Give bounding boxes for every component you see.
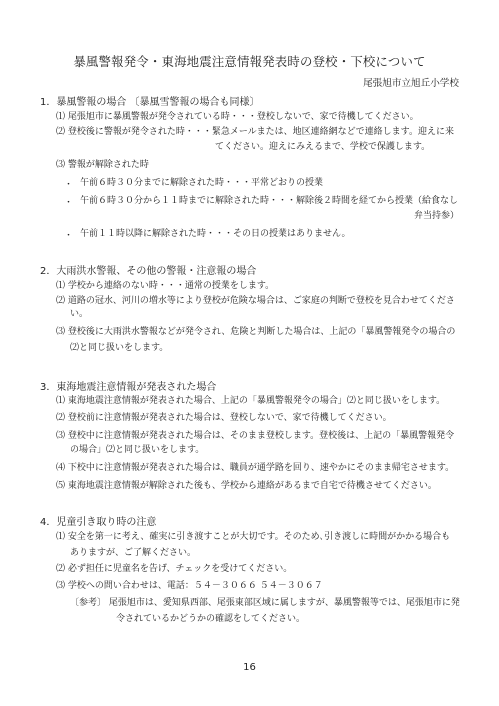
school-name: 尾張旭市立旭丘小学校 xyxy=(363,78,459,89)
section-1-bullet-2-line-2: 弁当持参） xyxy=(414,211,460,221)
section-2-item-2-line-1: ⑵ 道路の冠水、河川の増水等により登校が危険な場合は、ご家庭の判断で登校を見合わせてくださ xyxy=(56,296,455,306)
section-1-item-3: ⑶ 警報が解除された時 xyxy=(56,160,149,170)
section-2-heading: 2．大雨洪水警報、その他の警報・注意報の場合 xyxy=(40,266,257,277)
section-4-item-3: ⑶ 学校への問い合わせは、電話：５４－３０６６ ５４－３０６７ xyxy=(56,581,323,591)
section-3-heading: 3．東海地震注意情報が発表された場合 xyxy=(40,382,217,393)
section-1-item-2-line-1: ⑵ 登校後に警報が発令された時・・・緊急メールまたは、地区連絡網などで連絡します。迎えに来 xyxy=(56,127,454,137)
section-1-bullet-2-line-1: 午前６時３０分から１１時までに解除された時・・・解除後２時間を経てから授業（給食なし xyxy=(80,196,459,206)
section-3-item-5: ⑸ 東海地震注意情報が解除された後も、学校から連絡があるまで自宅で待機させてください。 xyxy=(56,481,437,491)
document-title: 暴風警報発令・東海地震注意情報発表時の登校・下校について xyxy=(73,54,426,69)
section-3-item-4: ⑷ 下校中に注意情報が発表された場合は、職員が通学路を回り、速やかにそのまま帰宅させます。 xyxy=(56,463,455,473)
section-2-item-3-line-2: ⑵と同じ扱いをします。 xyxy=(70,343,169,353)
section-2-item-1: ⑴ 学校から連絡のない時・・・通常の授業をします。 xyxy=(56,281,275,291)
section-1-item-2-line-2: てください。迎えにみえるまで、学校で保護します。 xyxy=(215,142,431,152)
bullet-icon: ・ xyxy=(64,231,74,241)
section-4-item-1-line-2: ありますが、ご了解ください。 xyxy=(70,548,197,558)
section-4-item-1-line-1: ⑴ 安全を第一に考え、確実に引き渡すことが大切です。そのため､引き渡しに時間がかかる場合も xyxy=(56,532,451,542)
section-4-note-line-2: 令されているかどうかの確認をしてください。 xyxy=(116,614,306,624)
section-3-item-3-line-2: の場合」⑵と同じ扱いをします。 xyxy=(70,445,205,455)
section-3-item-2: ⑵ 登校前に注意情報が発表された場合は、登校しないで、家で待機してください。 xyxy=(56,413,392,423)
section-4-item-2: ⑵ 必ず担任に児童名を告げ、チェックを受けてください。 xyxy=(56,564,293,574)
section-3-item-3-line-1: ⑶ 登校中に注意情報が発表された場合は、そのまま登校します。登校後は、上記の「暴風警報発令 xyxy=(56,431,455,441)
section-1-bullet-1: 午前６時３０分までに解除された時・・・平常どおりの授業 xyxy=(80,178,324,188)
section-1-heading: 1．暴風警報の場合 〔暴風雪警報の場合も同様〕 xyxy=(40,97,260,108)
section-1-item-1: ⑴ 尾張旭市に暴風警報が発令されている時・・・登校しないで、家で待機してください。 xyxy=(56,112,419,122)
section-4-note-line-1: 〔参考〕 尾張旭市は、愛知県西部、尾張東部区域に属しますが、暴風警報等では、尾張旭市に発 xyxy=(70,598,460,608)
page-number: 16 xyxy=(243,662,256,673)
section-1-bullet-3: 午前１１時以降に解除された時・・・その日の授業はありません。 xyxy=(80,229,351,239)
section-2-item-3-line-1: ⑶ 登校後に大雨洪水警報などが発令され、危険と判断した場合は、上記の「暴風警報発令の場合の xyxy=(56,327,456,337)
bullet-icon: ・ xyxy=(64,180,74,190)
section-3-item-1: ⑴ 東海地震注意情報が発表された場合、上記の「暴風警報発令の場合」⑵と同じ扱いをします。 xyxy=(56,396,446,406)
section-2-item-2-line-2: い。 xyxy=(70,309,89,319)
section-4-heading: 4．児童引き取り時の注意 xyxy=(40,517,157,528)
bullet-icon: ・ xyxy=(64,198,74,208)
